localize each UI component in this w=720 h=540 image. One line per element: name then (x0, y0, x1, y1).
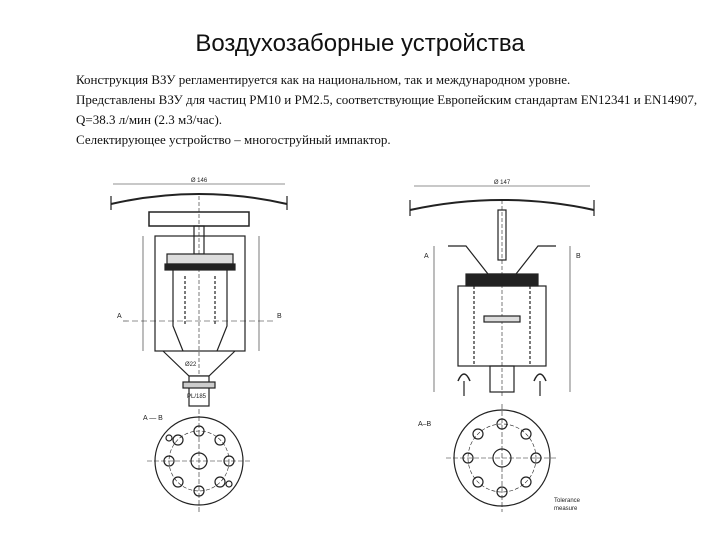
paragraph-construction: Конструкция ВЗУ регламентируется как на национальном, так и международном уровне. (76, 72, 571, 87)
slide-body (76, 70, 706, 150)
section-mark-a: A (117, 313, 122, 320)
section-mark-b: B (277, 313, 282, 320)
section-label: A — B (143, 415, 163, 422)
right-inlet-drawing (404, 176, 600, 516)
section-label: A–B (418, 421, 432, 428)
slide-title: Воздухозаборные устройства (195, 30, 525, 57)
top-dimension-label: Ø 147 (493, 180, 511, 186)
section-mark-b: B (576, 253, 581, 260)
tolerance-label (554, 498, 582, 512)
paragraph-impactor: Селектирующее устройство – многоструйный импактор. (76, 132, 391, 147)
right-inlet-drawing-svg (404, 176, 600, 516)
pipe-label: PL/185 (187, 394, 207, 400)
tolerance-label-line-2: measure (554, 506, 578, 512)
paragraph-standards: Представлены ВЗУ для частиц PM10 и PM2.5, соответствующие Европейским стандартам EN12341 и EN14907, Q=38.3 л/мин (2.3 м3/час). (76, 92, 698, 127)
left-inlet-drawing-svg (103, 176, 295, 516)
left-inlet-drawing (103, 176, 295, 516)
top-dimension-label: Ø 146 (190, 178, 208, 184)
bore-label: Ø22 (185, 362, 197, 368)
tolerance-label-line-1: Tolerance (554, 498, 581, 504)
section-mark-a: A (424, 253, 429, 260)
